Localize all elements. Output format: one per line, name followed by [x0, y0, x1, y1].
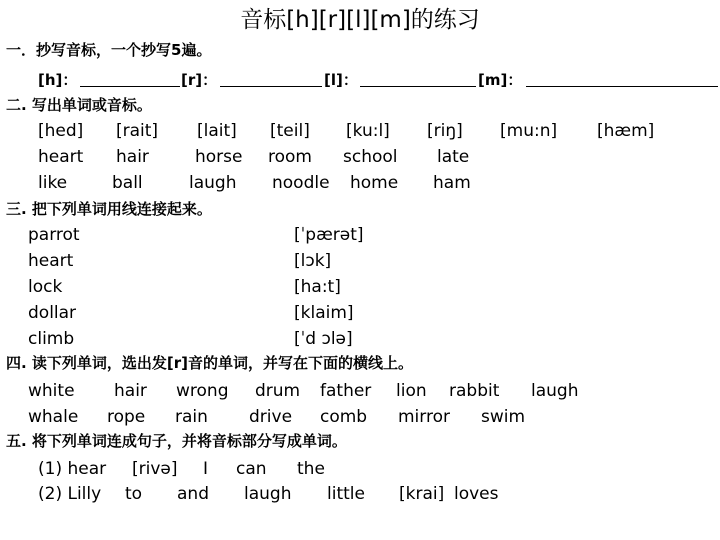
- word-item: ball: [112, 173, 143, 193]
- word-item: ham: [433, 173, 471, 193]
- sentence-word: (2) Lilly: [38, 484, 102, 504]
- word-item: rabbit: [449, 381, 500, 401]
- word-item: laugh: [189, 173, 237, 193]
- phonetic-item: [hæm]: [597, 121, 655, 141]
- sentence-word: I: [203, 459, 209, 479]
- section-1-heading: 一．抄写音标，一个抄写5遍。: [6, 41, 212, 59]
- word-item: rain: [175, 407, 208, 427]
- word-item: home: [350, 173, 399, 193]
- word-item: horse: [195, 147, 243, 167]
- blank-line-m[interactable]: [526, 86, 718, 87]
- phonetic-item: [riŋ]: [427, 121, 463, 141]
- match-word[interactable]: parrot: [28, 225, 80, 245]
- blank-line-r[interactable]: [220, 86, 322, 87]
- match-phonetic[interactable]: [ˈpærət]: [294, 225, 364, 245]
- sentence-word: can: [236, 459, 267, 479]
- section-3-heading: 三. 把下列单词用线连接起来。: [6, 200, 212, 218]
- label-h: [h]：: [38, 71, 78, 89]
- phonetic-item: [ku:l]: [346, 121, 390, 141]
- sentence-word: loves: [454, 484, 499, 504]
- phonetic-item: [teil]: [270, 121, 310, 141]
- phonetic-item: [lait]: [197, 121, 237, 141]
- word-item: drive: [249, 407, 293, 427]
- section-4-heading: 四. 读下列单词，选出发[r]音的单词，并写在下面的横线上。: [6, 354, 414, 372]
- word-item: hair: [114, 381, 147, 401]
- word-item: late: [437, 147, 470, 167]
- label-l: [l]：: [324, 71, 358, 89]
- sentence-word: to: [125, 484, 143, 504]
- word-item: father: [320, 381, 372, 401]
- match-word[interactable]: climb: [28, 329, 75, 349]
- word-item: like: [38, 173, 68, 193]
- word-item: noodle: [272, 173, 330, 193]
- word-item: comb: [320, 407, 368, 427]
- match-phonetic[interactable]: [lɔk]: [294, 251, 332, 271]
- word-item: hair: [116, 147, 149, 167]
- sentence-word: and: [177, 484, 209, 504]
- sentence-word: the: [297, 459, 325, 479]
- match-phonetic[interactable]: [klaim]: [294, 303, 354, 323]
- match-word[interactable]: heart: [28, 251, 74, 271]
- blank-line-h[interactable]: [80, 86, 180, 87]
- word-item: drum: [255, 381, 301, 401]
- sentence-word: [krai]: [399, 484, 445, 504]
- section-2-heading: 二. 写出单词或音标。: [6, 96, 152, 114]
- page-title: 音标[h][r][l][m]的练习: [240, 7, 480, 33]
- blank-line-l[interactable]: [360, 86, 476, 87]
- label-m: [m]：: [478, 71, 523, 89]
- word-item: room: [268, 147, 312, 167]
- label-r: [r]：: [181, 71, 218, 89]
- match-phonetic[interactable]: [ˈd ɔlə]: [294, 329, 353, 349]
- sentence-word: laugh: [244, 484, 292, 504]
- word-item: lion: [396, 381, 427, 401]
- match-word[interactable]: lock: [28, 277, 63, 297]
- section-5-heading: 五. 将下列单词连成句子，并将音标部分写成单词。: [6, 432, 347, 450]
- phonetic-item: [rait]: [116, 121, 159, 141]
- phonetic-item: [mu:n]: [500, 121, 558, 141]
- word-item: mirror: [398, 407, 450, 427]
- word-item: white: [28, 381, 75, 401]
- phonetic-item: [hed]: [38, 121, 84, 141]
- sentence-word: (1) hear: [38, 459, 107, 479]
- word-item: wrong: [176, 381, 229, 401]
- word-item: rope: [107, 407, 146, 427]
- sentence-word: little: [327, 484, 365, 504]
- match-phonetic[interactable]: [ha:t]: [294, 277, 341, 297]
- sentence-word: [rivə]: [132, 459, 178, 479]
- word-item: school: [343, 147, 398, 167]
- word-item: heart: [38, 147, 84, 167]
- match-word[interactable]: dollar: [28, 303, 77, 323]
- word-item: swim: [481, 407, 526, 427]
- word-item: laugh: [531, 381, 579, 401]
- word-item: whale: [28, 407, 79, 427]
